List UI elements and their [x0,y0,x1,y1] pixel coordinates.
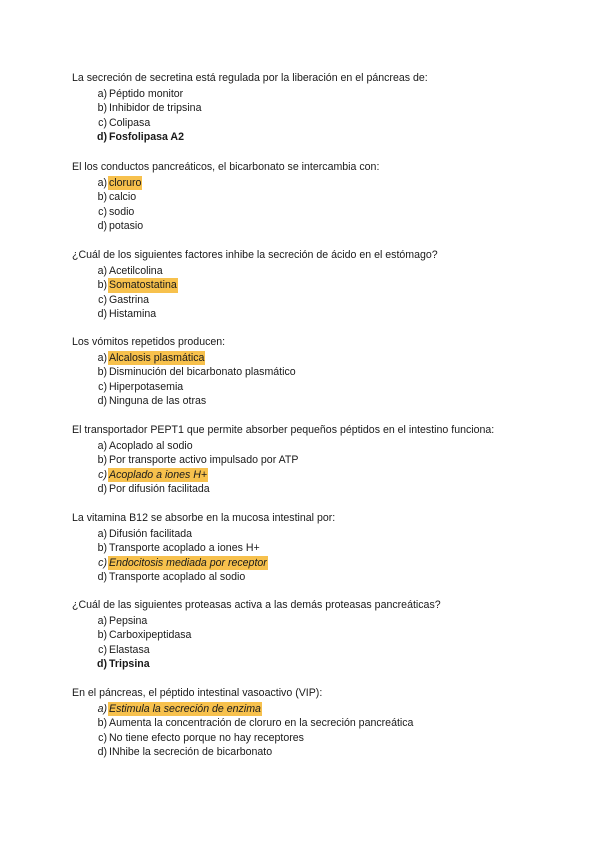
option-letter: b) [97,366,107,379]
option-letter: a) [97,264,107,277]
option-text: Aumenta la concentración de cloruro en la secreción pancreática [109,717,414,730]
option-a [72,614,542,629]
option-b [72,278,542,293]
option-letter: a) [97,702,107,715]
option-letter: b) [97,279,107,292]
option-text: Por transporte activo impulsado por ATP [109,454,299,467]
option-letter: d) [97,483,107,496]
option-a [72,176,542,191]
option-d [72,394,542,409]
option-letter: d) [97,308,107,321]
option-text: No tiene efecto porque no hay receptores [109,731,304,744]
option-letter: d) [97,746,107,759]
option-c [72,116,542,131]
option-b [72,628,542,643]
option-letter: c) [98,468,107,481]
option-text: Pepsina [109,614,148,627]
option-letter: d) [97,131,107,144]
option-c [72,643,542,658]
option-list [72,176,542,234]
option-c [72,380,542,395]
option-text: Colipasa [109,116,151,129]
option-text: Ninguna de las otras [109,395,207,408]
question-6 [72,511,542,585]
option-letter: d) [97,658,107,671]
option-d [72,307,542,322]
option-text: INhibe la secreción de bicarbonato [109,746,273,759]
option-text: Transporte acoplado al sodio [109,571,246,584]
option-text: sodio [109,205,135,218]
option-letter: b) [97,454,107,467]
option-text: Somatostatina [109,279,177,292]
option-text: cloruro [109,176,142,189]
option-d [72,745,542,760]
option-letter: c) [98,116,107,129]
option-list [72,527,542,585]
option-d [72,482,542,497]
option-text: Fosfolipasa A2 [109,131,184,144]
option-letter: a) [97,614,107,627]
option-list [72,439,542,497]
question-text: El los conductos pancreáticos, el bicarbonato se intercambia con: [72,161,380,173]
option-text: Difusión facilitada [109,527,193,540]
question-2 [72,160,542,234]
option-b [72,453,542,468]
option-text: Por difusión facilitada [109,483,210,496]
option-a [72,87,542,102]
question-text: La vitamina B12 se absorbe en la mucosa intestinal por: [72,512,336,524]
question-text: La secreción de secretina está regulada por la liberación en el páncreas de: [72,72,428,84]
option-letter: a) [97,351,107,364]
option-b [72,190,542,205]
option-list [72,264,542,322]
option-text: Estimula la secreción de enzima [109,702,261,715]
option-letter: b) [97,717,107,730]
option-list [72,351,542,409]
option-text: calcio [109,191,137,204]
option-letter: c) [98,293,107,306]
option-a [72,702,542,717]
option-text: Tripsina [109,658,150,671]
option-list [72,87,542,145]
question-text: ¿Cuál de las siguientes proteasas activa a las demás proteasas pancreáticas? [72,599,441,611]
option-letter: b) [97,102,107,115]
option-d [72,219,542,234]
option-text: Acoplado al sodio [109,439,193,452]
option-text: Carboxipeptidasa [109,629,192,642]
option-letter: b) [97,542,107,555]
option-letter: a) [97,527,107,540]
question-7 [72,598,542,672]
option-letter: c) [98,643,107,656]
question-text: En el páncreas, el péptido intestinal vasoactivo (VIP): [72,687,323,699]
option-c [72,556,542,571]
option-letter: c) [98,731,107,744]
option-text: Alcalosis plasmática [109,351,205,364]
option-letter: c) [98,380,107,393]
option-c [72,731,542,746]
option-text: Elastasa [109,643,150,656]
option-a [72,264,542,279]
option-letter: a) [97,176,107,189]
option-b [72,541,542,556]
option-text: Disminución del bicarbonato plasmático [109,366,296,379]
option-c [72,205,542,220]
option-text: Transporte acoplado a iones H+ [109,542,260,555]
option-letter: d) [97,395,107,408]
question-text: ¿Cuál de los siguientes factores inhibe la secreción de ácido en el estómago? [72,249,438,261]
option-c [72,293,542,308]
option-d [72,570,542,585]
option-text: Inhibidor de tripsina [109,102,202,115]
option-list [72,614,542,672]
option-list [72,702,542,760]
option-letter: d) [97,220,107,233]
question-4 [72,335,542,409]
option-b [72,716,542,731]
option-d [72,657,542,672]
question-5 [72,423,542,497]
question-text: El transportador PEPT1 que permite absorber pequeños péptidos en el intestino funciona: [72,424,495,436]
option-text: Endocitosis mediada por receptor [109,556,267,569]
option-letter: c) [98,556,107,569]
option-letter: a) [97,439,107,452]
option-text: Acetilcolina [109,264,163,277]
option-text: potasio [109,220,144,233]
option-b [72,101,542,116]
option-letter: a) [97,87,107,100]
option-text: Péptido monitor [109,87,184,100]
option-c [72,468,542,483]
option-text: Acoplado a iones H+ [109,468,208,481]
option-a [72,351,542,366]
option-letter: d) [97,571,107,584]
option-d [72,130,542,145]
option-a [72,527,542,542]
question-text: Los vómitos repetidos producen: [72,336,226,348]
option-text: Hiperpotasemia [109,380,184,393]
question-8 [72,686,542,760]
option-text: Gastrina [109,293,150,306]
option-letter: b) [97,191,107,204]
option-a [72,439,542,454]
option-letter: c) [98,205,107,218]
option-letter: b) [97,629,107,642]
question-1 [72,71,542,145]
question-3 [72,248,542,322]
option-text: Histamina [109,308,157,321]
option-b [72,365,542,380]
